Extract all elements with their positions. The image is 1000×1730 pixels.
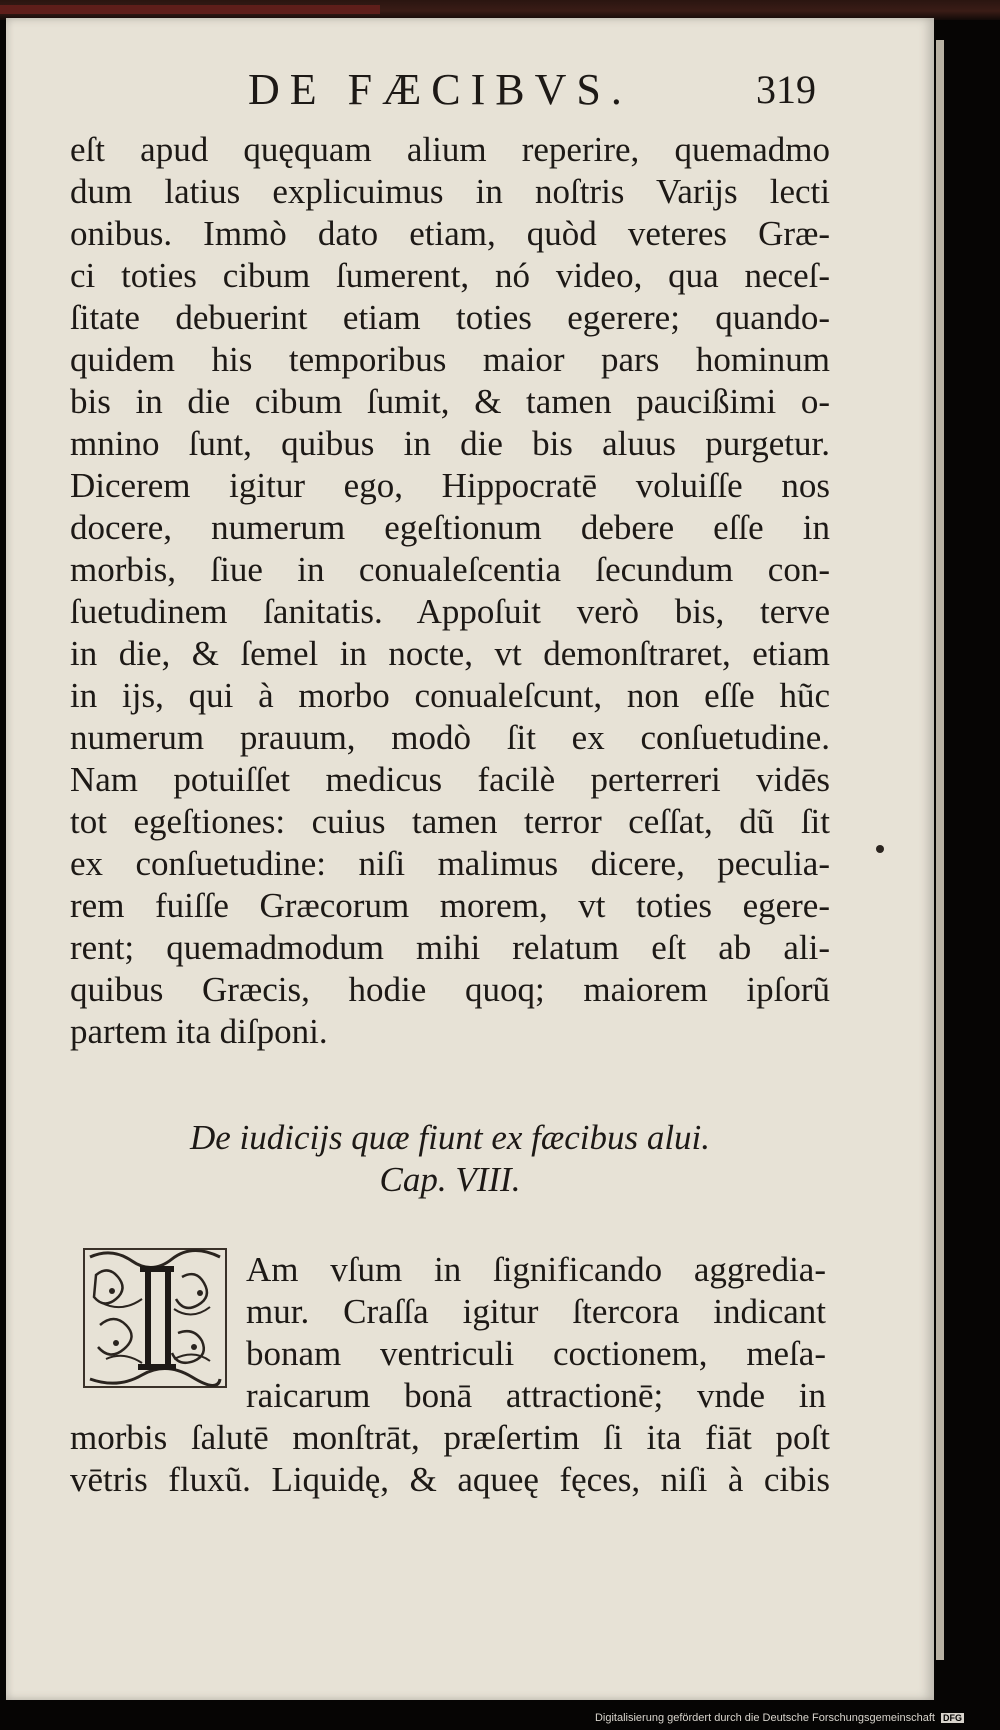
body-line: ex conſuetudine: niſi malimus dicere, peculia- [70, 844, 830, 883]
body-line: eſt apud quęquam alium reperire, quemadmo [70, 130, 830, 169]
chapter-line: Am vſum in ſignificando aggredia- [246, 1250, 826, 1289]
body-line: dum latius explicuimus in noſtris Varijs lecti [70, 172, 830, 211]
body-line: Dicerem igitur ego, Hippocratē voluiſſe nos [70, 466, 830, 505]
chapter-line: morbis ſalutē monſtrāt, præſertim ſi ita fiāt poſt [70, 1418, 830, 1457]
decorated-initial-i [82, 1247, 228, 1389]
page-edge-stack [936, 40, 944, 1660]
body-line: tot egeſtiones: cuius tamen terror ceſſat, dũ ſit [70, 802, 830, 841]
body-line: ſitate debuerint etiam toties egerere; quando- [70, 298, 830, 337]
dfg-logo: DFG [943, 1713, 962, 1723]
body-line: mnino ſunt, quibus in die bis aluus purgetur. [70, 424, 830, 463]
chapter-line: mur. Craſſa igitur ſtercora indicant [246, 1292, 826, 1331]
body-line: rent; quemadmodum mihi relatum eſt ab ali- [70, 928, 830, 967]
chapter-line: raicarum bonā attractionē; vnde in [246, 1376, 826, 1415]
body-line: numerum prauum, modò ſit ex conſuetudine. [70, 718, 830, 757]
ink-speck [876, 845, 884, 853]
body-line: ſuetudinem ſanitatis. Appoſuit verò bis, terve [70, 592, 830, 631]
chapter-title: De iudicijs quæ fiunt ex fæcibus alui. [189, 1118, 711, 1157]
body-line: quibus Græcis, hodie quoq; maiorem ipſorũ [70, 970, 830, 1009]
body-line: in die, & ſemel in nocte, vt demonſtraret, etiam [70, 634, 830, 673]
body-line: ci toties cibum ſumerent, nó video, qua neceſ- [70, 256, 830, 295]
body-line: onibus. Immò dato etiam, quòd veteres Græ- [70, 214, 830, 253]
body-line: docere, numerum egeſtionum debere eſſe in [70, 508, 830, 547]
body-line-last: partem ita diſponi. [70, 1012, 328, 1051]
body-line: rem fuiſſe Græcorum morem, vt toties egere- [70, 886, 830, 925]
body-line: Nam potuiſſet medicus facilè perterreri vidēs [70, 760, 830, 799]
body-line: morbis, ſiue in conualeſcentia ſecundum con- [70, 550, 830, 589]
digitization-credit [595, 1712, 964, 1724]
page-number: 319 [756, 67, 816, 112]
chapter-line: bonam ventriculi coctionem, meſa- [246, 1334, 826, 1373]
book-binding-edge [0, 0, 1000, 20]
body-line: in ijs, qui à morbo conualeſcunt, non eſſe hũc [70, 676, 830, 715]
binding-rim [0, 5, 380, 14]
chapter-line: vētris fluxũ. Liquidę, & aqueę fęces, niſi à cibis [70, 1460, 830, 1499]
chapter-number: Cap. VIII. [379, 1160, 521, 1199]
body-line: quidem his temporibus maior pars hominum [70, 340, 830, 379]
body-line: bis in die cibum ſumit, & tamen paucißimi o- [70, 382, 830, 421]
credit-text: Digitalisierung gefördert durch die Deutsche Forschungsgemeinschaft [594, 1712, 935, 1724]
running-title: DE FÆCIBVS. [248, 65, 632, 114]
